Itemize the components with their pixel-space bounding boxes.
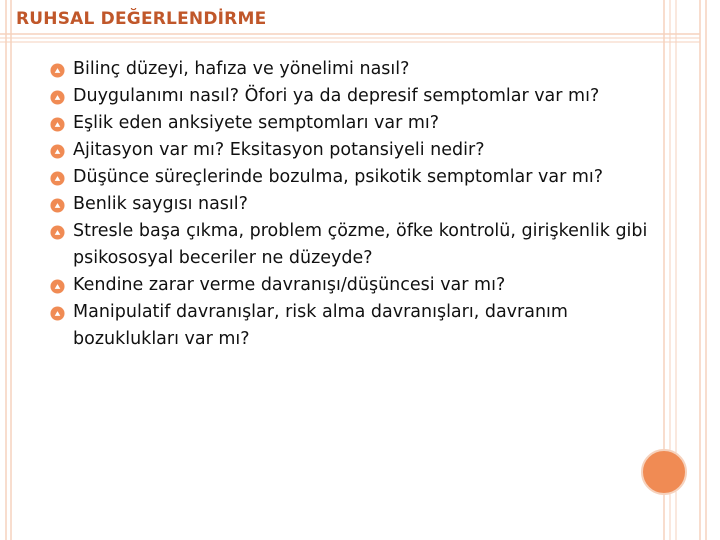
list-item-text: Benlik saygısı nasıl? [73, 194, 248, 214]
bullet-list [50, 56, 650, 353]
orange-circle-icon [50, 144, 65, 159]
slide-title: RUHSAL DEĞERLENDİRME [16, 9, 267, 29]
list-item-text: Düşünce süreçlerinde bozulma, psikotik semptomlar var mı? [73, 167, 604, 187]
list-item-text: Duygulanımı nasıl? Öfori ya da depresif semptomlar var mı? [73, 86, 600, 106]
orange-circle-icon [50, 63, 65, 78]
orange-circle-icon [50, 117, 65, 132]
list-item-text: Eşlik eden anksiyete semptomları var mı? [73, 113, 440, 133]
list-item [50, 299, 650, 353]
list-item [50, 110, 650, 137]
list-item-text: Kendine zarar verme davranışı/düşüncesi var mı? [73, 275, 506, 295]
list-item-text: Bilinç düzeyi, hafıza ve yönelimi nasıl? [73, 59, 410, 79]
orange-circle-icon [50, 198, 65, 213]
list-item-text: Ajitasyon var mı? Eksitasyon potansiyeli nedir? [73, 140, 485, 160]
list-item [50, 164, 650, 191]
list-item-text: Manipulatif davranışlar, risk alma davranışları, davranım bozuklukları var mı? [73, 302, 568, 349]
list-item-text: Stresle başa çıkma, problem çözme, öfke kontrolü, girişkenlik gibi psikososyal beceriler ne düzeyde? [73, 221, 648, 268]
list-item [50, 137, 650, 164]
orange-circle-icon [50, 306, 65, 321]
orange-circle-icon [50, 171, 65, 186]
list-item [50, 56, 650, 83]
orange-circle-icon [50, 279, 65, 294]
orange-circle-icon [50, 225, 65, 240]
list-item [50, 272, 650, 299]
list-item [50, 218, 650, 272]
list-item [50, 191, 650, 218]
decorative-orange-circle [642, 450, 686, 494]
list-item [50, 83, 650, 110]
orange-circle-icon [50, 90, 65, 105]
